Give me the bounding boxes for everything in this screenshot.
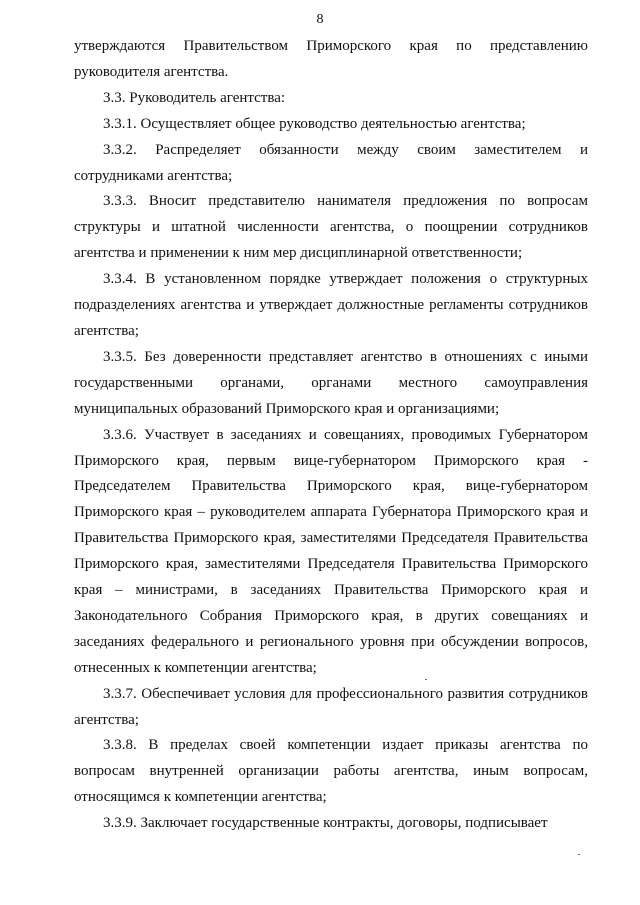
paragraph-3-3-2: 3.3.2. Распределяет обязанности между своим заместителем и сотрудниками агентства; [74, 141, 588, 184]
paragraph-3-3-3: 3.3.3. Вносит представителю нанимателя предложения по вопросам структуры и штатной численности агентства, о поощрении сотрудников агентства и применении к ним мер дисциплинарной ответственности; [74, 193, 588, 262]
paragraph-3-3-4: 3.3.4. В установленном порядке утверждает положения о структурных подразделениях агентства и утверждает должностные регламенты сотрудников агентства; [74, 271, 588, 339]
paragraph-3-3-7: 3.3.7. Обеспечивает условия для профессионального развития сотрудников агентства; [74, 685, 588, 728]
paragraph-3-3-5: 3.3.5. Без доверенности представляет агентство в отношениях с иными государственными органами, органами местного самоуправления муниципальных образований Приморского края и организациями; [74, 348, 588, 417]
scan-dot-mark [578, 854, 580, 855]
paragraph-3-3-9: 3.3.9. Заключает государственные контракты, договоры, подписывает [103, 815, 548, 832]
paragraph-3-3-8: 3.3.8. В пределах своей компетенции издает приказы агентства по вопросам внутренней организации работы агентства, иным вопросам, относящимся к компетенции агентства; [74, 737, 588, 806]
paragraph-3-3-6: 3.3.6. Участвует в заседаниях и совещаниях, проводимых Губернатором Приморского края, первым вице-губернатором Приморского края - Председателем Правительства Приморского края, вице-губернатором Приморского края – руководителем аппарата Губернатора Приморского края и Правительства Приморского края, заместителями Председателя Правительства Приморского края, заместителями Председателя Правительства Приморского края – министрами, в заседаниях Правительства Приморского края и Законодательного Собрания Приморского края, в других совещаниях и заседаниях федерального и регионального уровня при обсуждении вопросов, отнесенных к компетенции агентства; [74, 426, 588, 676]
section-heading-3-3: 3.3. Руководитель агентства: [103, 89, 286, 106]
scan-dot-mark [425, 679, 427, 680]
paragraph-3-3-1: 3.3.1. Осуществляет общее руководство деятельностью агентства; [103, 115, 526, 132]
paragraph-continuation: утверждаются Правительством Приморского края по представлению руководителя агентства. [74, 38, 588, 80]
page-number: 8 [316, 12, 324, 27]
document-body [74, 34, 588, 837]
